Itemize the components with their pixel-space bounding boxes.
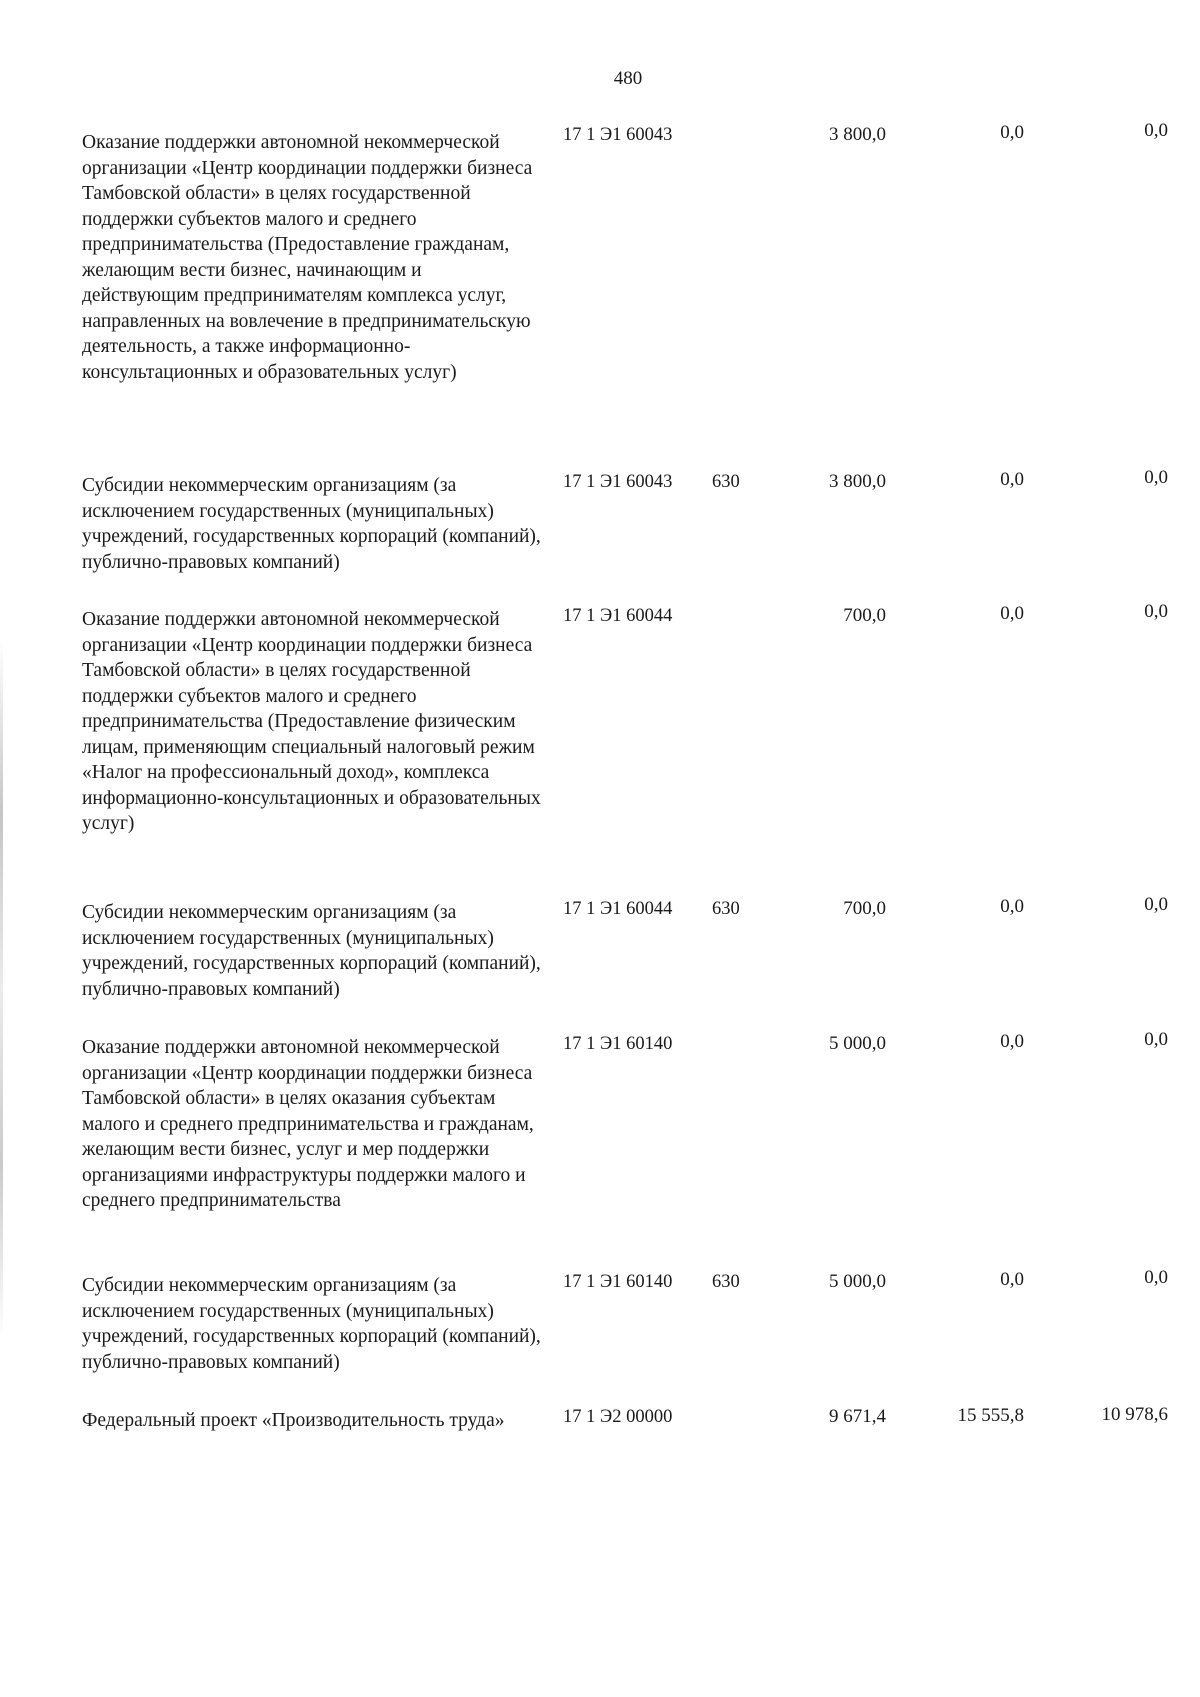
row-amount-3: 0,0	[1144, 1267, 1168, 1288]
row-amount-3: 0,0	[1144, 120, 1168, 141]
row-amount-1: 5 000,0	[829, 1271, 886, 1292]
row-amount-2: 0,0	[1000, 1031, 1024, 1052]
row-amount-1: 700,0	[843, 605, 886, 626]
row-amount-2: 15 555,8	[957, 1405, 1024, 1426]
row-amount-2: 0,0	[1000, 469, 1024, 490]
row-code: 17 1 Э1 60140	[563, 1272, 673, 1292]
row-code: 17 1 Э2 00000	[563, 1407, 673, 1427]
row-amount-3: 0,0	[1144, 601, 1168, 622]
row-description: Субсидии некоммерческим организациям (за исключением государственных (муниципальных) учреждений, государственных корпораций (компаний), публично-правовых компаний)	[82, 1275, 541, 1373]
row-description: Оказание поддержки автономной некоммерческой организации «Центр координации поддержки бизнеса Тамбовской области» в целях государственной поддержки субъектов малого и среднего предпринимательства (Предоставление гражданам, желающим вести бизнес, начинающим и действующим предпринимателям комплекса услуг, направленных на вовлечение в предпринимательскую деятельность, а также информационно-консультационных и образовательных услуг)	[82, 132, 533, 383]
row-amount-3: 10 978,6	[1101, 1404, 1168, 1425]
row-description: Оказание поддержки автономной некоммерческой организации «Центр координации поддержки бизнеса Тамбовской области» в целях государственной поддержки субъектов малого и среднего предпринимательства (Предоставление физическим лицам, применяющим специальный налоговый режим «Налог на профессиональный доход», комплекса информационно-консультационных и образовательных услуг)	[82, 609, 541, 834]
row-expense-type: 630	[712, 1272, 740, 1292]
row-description: Федеральный проект «Производительность труда»	[82, 1410, 505, 1431]
row-amount-3: 0,0	[1144, 894, 1168, 915]
row-description: Субсидии некоммерческим организациям (за исключением государственных (муниципальных) учреждений, государственных корпораций (компаний), публично-правовых компаний)	[82, 902, 541, 1000]
row-amount-1: 9 671,4	[829, 1406, 886, 1427]
row-code: 17 1 Э1 60043	[563, 125, 673, 145]
row-amount-3: 0,0	[1144, 1029, 1168, 1050]
row-amount-1: 700,0	[843, 898, 886, 919]
row-expense-type: 630	[712, 899, 740, 919]
row-amount-2: 0,0	[1000, 896, 1024, 917]
row-amount-1: 3 800,0	[829, 124, 886, 145]
row-amount-2: 0,0	[1000, 122, 1024, 143]
row-description: Оказание поддержки автономной некоммерческой организации «Центр координации поддержки бизнеса Тамбовской области» в целях оказания субъектам малого и среднего предпринимательства и гражданам, желающим вести бизнес, услуг и мер поддержки организациями инфраструктуры поддержки малого и среднего предпринимательства	[82, 1037, 534, 1211]
row-amount-2: 0,0	[1000, 1269, 1024, 1290]
row-expense-type: 630	[712, 472, 740, 492]
scan-edge-shadow	[0, 640, 3, 1340]
row-description: Субсидии некоммерческим организациям (за исключением государственных (муниципальных) учреждений, государственных корпораций (компаний), публично-правовых компаний)	[82, 475, 541, 573]
row-amount-1: 3 800,0	[829, 471, 886, 492]
row-code: 17 1 Э1 60140	[563, 1034, 673, 1054]
row-amount-3: 0,0	[1144, 467, 1168, 488]
row-code: 17 1 Э1 60044	[563, 606, 673, 626]
row-code: 17 1 Э1 60044	[563, 899, 673, 919]
row-amount-1: 5 000,0	[829, 1033, 886, 1054]
row-code: 17 1 Э1 60043	[563, 472, 673, 492]
page-number: 480	[613, 68, 643, 89]
row-amount-2: 0,0	[1000, 603, 1024, 624]
